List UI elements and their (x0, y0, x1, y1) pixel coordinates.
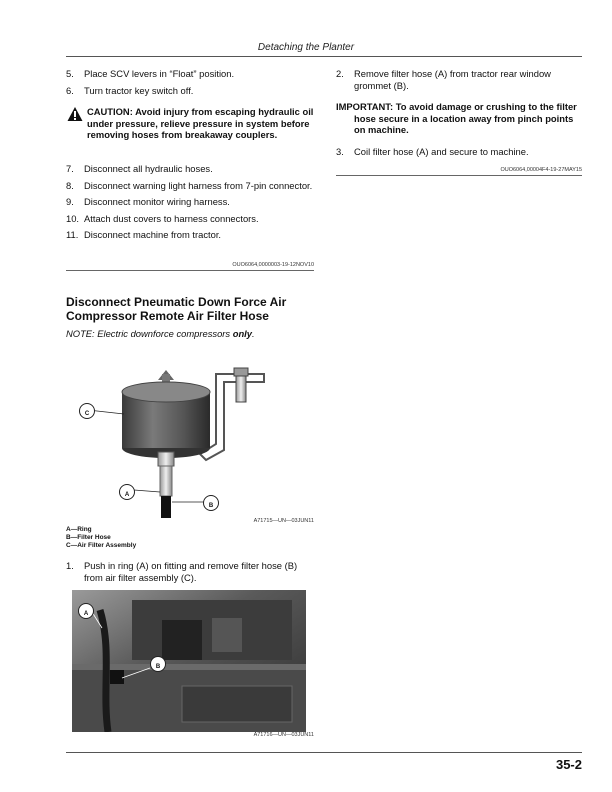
warning-triangle-icon (67, 106, 83, 122)
right-steps-bottom (336, 146, 584, 163)
legend-item-air-filter-assembly: C—Air Filter Assembly (66, 542, 137, 549)
step-2: 2. Remove filter hose (A) from tractor rear window grommet (B). (336, 68, 551, 91)
header-rule (66, 56, 582, 57)
section-title: Disconnect Pneumatic Down Force Air Compressor Remote Air Filter Hose (66, 295, 287, 323)
step-6: 6. Turn tractor key switch off. (66, 84, 194, 96)
filter-hose-photo (72, 590, 306, 732)
legend-item-ring: A—Ring (66, 526, 92, 533)
step-8: 8. Disconnect warning light harness from 7-pin connector. (66, 179, 313, 191)
callout-a: A (119, 484, 135, 500)
figure2-id: A71716—UN—03JUN11 (253, 732, 314, 738)
caution-text: CAUTION: Avoid injury from escaping hydraulic oil under pressure, relieve pressure in system before removing hoses from breakaway couplers. (87, 106, 314, 140)
right-divider (336, 175, 582, 176)
photo-callout-b: B (150, 656, 166, 672)
steps-list-top (66, 68, 316, 101)
page-number: 35-2 (555, 757, 582, 772)
right-steps-top (336, 68, 584, 96)
steps-list-middle (66, 163, 316, 246)
figure1-id: A71715—UN—03JUN11 (253, 518, 314, 524)
step-5: 5. Place SCV levers in “Float” position. (66, 68, 235, 79)
reference-code-1: OUO6064,0000003-19-12NOV10 (232, 262, 314, 268)
section-divider (66, 270, 314, 271)
page-header-title: Detaching the Planter (257, 42, 355, 53)
note-text: NOTE: Electric downforce compressors only. (66, 328, 255, 339)
figure1-legend (66, 526, 136, 550)
air-filter-illustration (66, 362, 316, 520)
legend-item-filter-hose: B—Filter Hose (66, 534, 111, 541)
step-7: 7. Disconnect all hydraulic hoses. (66, 163, 213, 174)
step-9: 9. Disconnect monitor wiring harness. (66, 196, 230, 207)
step-3: 3. Coil filter hose (A) and secure to machine. (336, 146, 529, 157)
callout-b: B (203, 495, 219, 511)
important-notice: IMPORTANT: To avoid damage or crushing to the filter hose secure in a location away from pinch points on machine. (336, 101, 577, 135)
step-11: 11. Disconnect machine from tractor. (66, 229, 222, 240)
photo-callout-a: A (78, 603, 94, 619)
step-10: 10. Attach dust covers to harness connectors. (66, 212, 259, 224)
footer-rule (66, 752, 582, 753)
reference-code-2: OUO6064,00004F4-19-27MAY15 (500, 167, 582, 173)
callout-c: C (79, 403, 95, 419)
step-1: 1. Push in ring (A) on fitting and remove filter hose (B) from air filter assembly (C). (66, 560, 298, 583)
